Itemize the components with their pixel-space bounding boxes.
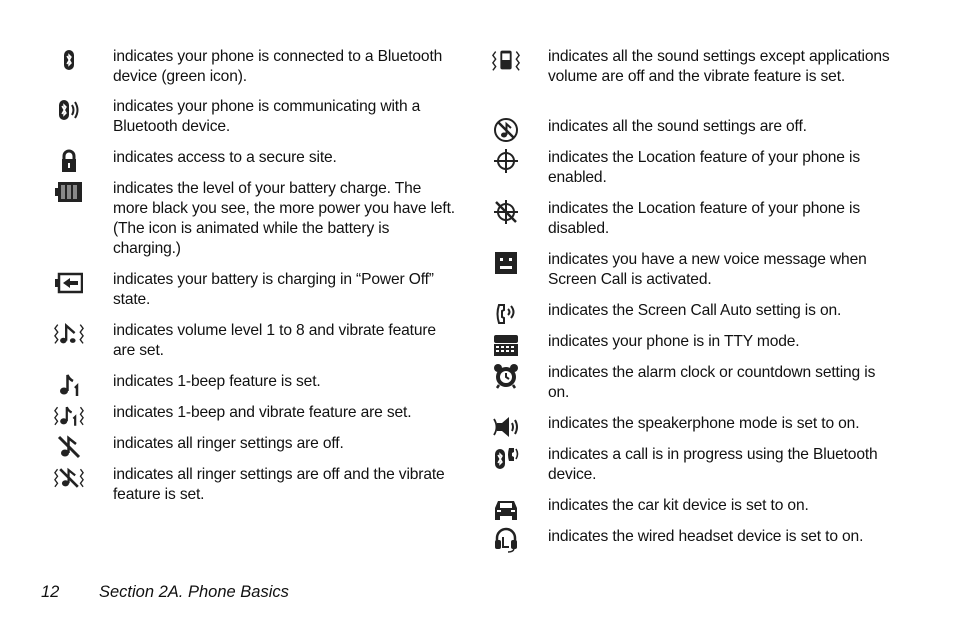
item-description: indicates the level of your battery charge. The more black you see, the more power you have left. (The icon is animated while the battery is charging.) (113, 180, 455, 257)
item-description: indicates your phone is connected to a Bluetooth device (green icon). (113, 48, 443, 85)
page-number: 12 (41, 583, 60, 601)
battery-icon (54, 179, 84, 205)
voice-message-screen-call-icon (491, 250, 521, 276)
ringer-off-vibrate-icon (54, 465, 84, 491)
section-title: Section 2A. Phone Basics (99, 583, 289, 601)
tty-icon (491, 332, 521, 358)
item-description: indicates the Screen Call Auto setting is on. (548, 302, 842, 319)
item-description: indicates a call is in progress using the Bluetooth device. (548, 446, 878, 483)
bluetooth-connected-icon (54, 47, 84, 73)
vibrate-only-icon (491, 47, 521, 73)
item-description: indicates the Location feature of your phone is disabled. (548, 200, 860, 237)
item-description: indicates all ringer settings are off and the vibrate feature is set. (113, 466, 445, 503)
bluetooth-call-icon (491, 445, 521, 471)
one-beep-vibrate-icon (54, 403, 84, 429)
item-description: indicates all the sound settings except applications volume are off and the vibrate feature is set. (548, 48, 890, 85)
item-description: indicates the Location feature of your phone is enabled. (548, 149, 860, 186)
battery-charging-power-off-icon (54, 270, 84, 296)
item-description: indicates all the sound settings are off. (548, 118, 807, 135)
car-kit-icon (491, 496, 521, 522)
item-description: indicates 1-beep feature is set. (113, 373, 321, 390)
item-description: indicates the alarm clock or countdown setting is on. (548, 364, 876, 401)
lock-icon (54, 148, 84, 174)
location-off-icon (491, 199, 521, 225)
one-beep-icon (54, 372, 84, 398)
sound-off-icon (491, 117, 521, 143)
item-description: indicates the car kit device is set to on. (548, 497, 809, 514)
item-description: indicates 1-beep and vibrate feature are set. (113, 404, 412, 421)
item-description: indicates volume level 1 to 8 and vibrate feature are set. (113, 322, 436, 359)
bluetooth-communicating-icon (54, 97, 84, 123)
item-description: indicates your phone is communicating with a Bluetooth device. (113, 98, 421, 135)
speakerphone-icon (491, 414, 521, 440)
wired-headset-icon (491, 527, 521, 553)
alarm-clock-icon (491, 363, 521, 389)
item-description: indicates access to a secure site. (113, 149, 337, 166)
item-description: indicates you have a new voice message when Screen Call is activated. (548, 251, 867, 288)
ringer-off-icon (54, 434, 84, 460)
item-description: indicates your phone is in TTY mode. (548, 333, 800, 350)
volume-vibrate-icon (54, 321, 84, 347)
item-description: indicates all ringer settings are off. (113, 435, 344, 452)
item-description: indicates the wired headset device is set to on. (548, 528, 864, 545)
screen-call-auto-icon (491, 301, 521, 327)
item-description: indicates the speakerphone mode is set to on. (548, 415, 860, 432)
item-description: indicates your battery is charging in “Power Off” state. (113, 271, 434, 308)
location-on-icon (491, 148, 521, 174)
